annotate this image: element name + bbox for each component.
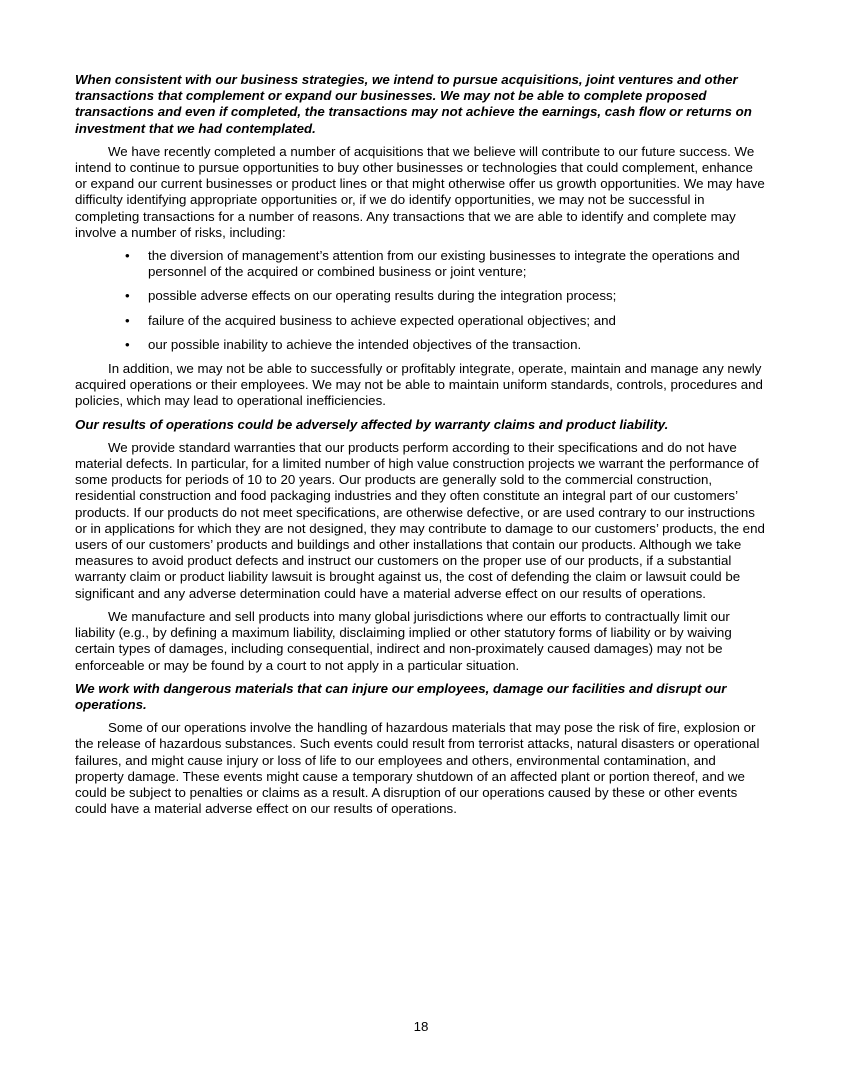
bullet-item: [75, 248, 767, 280]
body-paragraph: We provide standard warranties that our products perform according to their specifications and do not have material defects. In particular, for a limited number of high value construction projects we warrant the performance of some products for periods of 10 to 20 years. Our products are generally sold to the commercial construction, residential construction and food packaging industries and they often constitute an integral part of our customers’ products. If our products do not meet specifications, are otherwise defective, or are used contrary to our instructions or in applications for which they are not designed, they may contribute to damage to our customers’ products, the end users of our customers’ products and buildings and other installations that contain our products. Although we take measures to avoid product defects and instruct our customers on the proper use of our products, if a substantial warranty claim or product liability lawsuit is brought against us, the cost of defending the claim or lawsuit could be significant and any adverse determination could have a material adverse effect on our results of operations.: [75, 439, 765, 601]
section-heading: We work with dangerous materials that can injure our employees, damage our facilities and disrupt our operations.: [75, 680, 727, 712]
bullet-item: [75, 313, 767, 329]
bullet-item: [75, 288, 767, 304]
bullet-marker: •: [125, 336, 130, 352]
bullet-text: the diversion of management’s attention from our existing businesses to integrate the operations and personnel of the acquired or combined business or joint venture;: [148, 248, 740, 280]
bullet-marker: •: [125, 248, 130, 264]
body-paragraph: In addition, we may not be able to successfully or profitably integrate, operate, maintain and manage any newly acquired operations or their employees. We may not be able to maintain uniform standards, controls, procedures and policies, which may lead to operational inefficiencies.: [75, 361, 763, 409]
risk-bullet-list: [75, 248, 767, 353]
section-heading: Our results of operations could be adversely affected by warranty claims and product liability.: [75, 416, 669, 432]
bullet-marker: •: [125, 312, 130, 328]
section-acquisitions: [75, 72, 767, 410]
section-hazardous-materials: [75, 681, 767, 818]
section-heading: When consistent with our business strategies, we intend to pursue acquisitions, joint ventures and other transactions that complement or expand our businesses. We may not be able to complete proposed transactions and even if completed, the transactions may not achieve the earnings, cash flow or returns on investment that we had contemplated.: [75, 72, 752, 136]
bullet-text: failure of the acquired business to achieve expected operational objectives; and: [148, 312, 616, 328]
document-page: [75, 72, 767, 824]
body-paragraph: We manufacture and sell products into many global jurisdictions where our efforts to contractually limit our liability (e.g., by defining a maximum liability, disclaiming implied or other statutory forms of liability or by waiving certain types of damages, including consequential, indirect and non-proximately caused damages) may not be enforceable or may be found by a court to not apply in a particular situation.: [75, 608, 732, 673]
page-number: 18: [413, 1019, 429, 1034]
body-paragraph: We have recently completed a number of acquisitions that we believe will contribute to our future success. We intend to continue to pursue opportunities to buy other businesses or technologies that could complement, enhance or expand our current businesses or product lines or that might otherwise offer us growth opportunities. We may have difficulty identifying appropriate opportunities or, if we do identify opportunities, we may not be successful in completing transactions for a number of reasons. Any transactions that we are able to identify and complete may involve a number of risks, including:: [75, 143, 765, 240]
bullet-marker: •: [125, 288, 130, 304]
section-warranty: [75, 417, 767, 674]
bullet-text: possible adverse effects on our operating results during the integration process;: [148, 288, 617, 304]
bullet-item: [75, 337, 767, 353]
body-paragraph: Some of our operations involve the handling of hazardous materials that may pose the risk of fire, explosion or the release of hazardous substances. Such events could result from terrorist attacks, natural disasters or operational failures, and might cause injury or loss of life to our employees and others, environmental contamination, and property damage. These events might cause a temporary shutdown of an affected plant or portion thereof, and we could be subject to penalties or claims as a result. A disruption of our operations caused by these or other events could have a material adverse effect on our results of operations.: [75, 720, 760, 817]
bullet-text: our possible inability to achieve the intended objectives of the transaction.: [148, 336, 582, 352]
